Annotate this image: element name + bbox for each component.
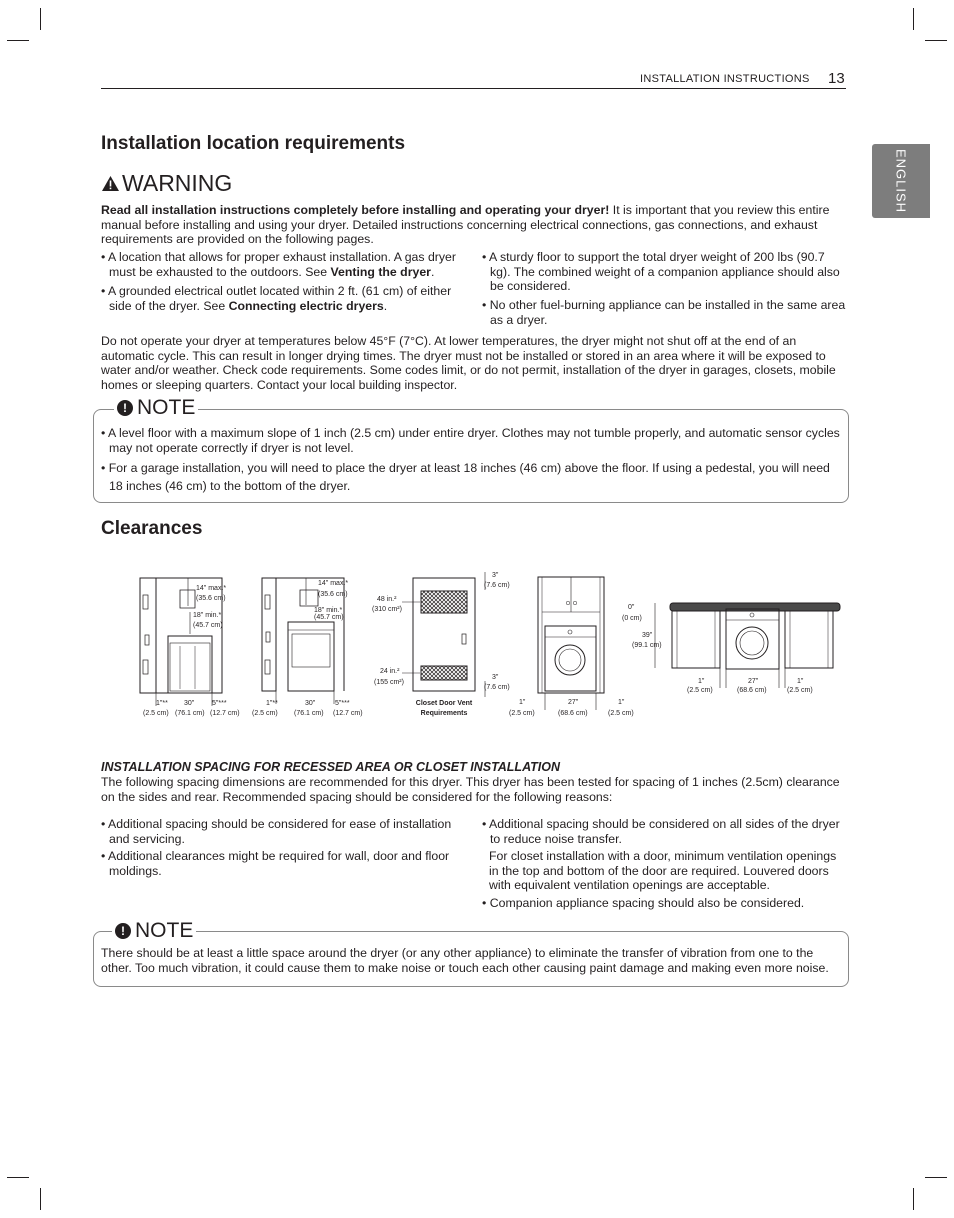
- diagram-closet-door: [402, 572, 485, 697]
- note-label: NOTE: [135, 919, 194, 942]
- exclamation-icon: !: [117, 400, 133, 416]
- crop-mark: [40, 8, 41, 30]
- list-item: • A sturdy floor to support the total dryer weight of 200 lbs (90.7 kg). The combined weight of a companion appliance should also be considered.: [482, 250, 840, 294]
- diagram-closet-front: [538, 577, 604, 710]
- dim-label: (99.1 cm): [632, 642, 662, 649]
- note-label: NOTE: [137, 396, 196, 419]
- dim-label: (310 cm²): [372, 606, 402, 613]
- crop-mark: [913, 1188, 914, 1210]
- diagram-caption: Requirements: [420, 710, 468, 717]
- spacing-paragraph: The following spacing dimensions are recommended for this dryer. This dryer has been tested for spacing of 1 inches (2.5cm) clearance on the sides and rear. Recommended spacing should be considered for the following reasons:: [101, 775, 840, 804]
- dim-label: (2.5 cm): [252, 710, 278, 717]
- list-item: • For a garage installation, you will need to place the dryer at least 18 inches (46 cm) above the floor. If using a pedestal, you will need 18 inches (46 cm) to the bottom of the dryer.: [101, 461, 830, 493]
- clearance-diagram: [0, 560, 954, 725]
- closet-ventilation-text: For closet installation with a door, minimum ventilation openings in the top and bottom of the door are required. Louvered doors with equivalent ventilation openings are acceptable.: [489, 849, 837, 893]
- warning-intro: [101, 203, 836, 247]
- crop-mark: [925, 1177, 947, 1178]
- dim-label: 5"***: [212, 700, 227, 707]
- dim-label: 48 in.²: [377, 596, 397, 603]
- header-rule: [101, 88, 846, 89]
- dim-label: (45.7 cm): [193, 622, 223, 629]
- warning-icon: [101, 175, 120, 192]
- dim-label: (12.7 cm): [333, 710, 363, 717]
- warning-label: WARNING: [122, 170, 233, 196]
- dim-label: (76.1 cm): [175, 710, 205, 717]
- warning-intro-bold: Read all installation instructions completely before installing and operating your dryer!: [101, 203, 610, 217]
- dim-label: 0": [628, 604, 635, 611]
- dim-label: 18" min.*: [314, 607, 343, 614]
- dim-label: 27": [568, 699, 579, 706]
- dim-label: (2.5 cm): [143, 710, 169, 717]
- dim-label: 1": [618, 699, 625, 706]
- dim-label: (68.6 cm): [737, 687, 767, 694]
- note-heading: [112, 919, 196, 943]
- dim-label: (45.7 cm): [314, 614, 344, 621]
- crop-mark: [40, 1188, 41, 1210]
- dim-label: 1"**: [156, 700, 168, 707]
- dim-label: 3": [492, 572, 499, 579]
- list-item: • Additional spacing should be considered for ease of installation and servicing.: [101, 817, 452, 846]
- dim-label: 5"***: [335, 700, 350, 707]
- dim-label: (68.6 cm): [558, 710, 588, 717]
- dim-label: (2.5 cm): [509, 710, 535, 717]
- dim-label: 1": [698, 678, 705, 685]
- section-title-clearances: Clearances: [101, 518, 203, 539]
- crop-mark: [925, 40, 947, 41]
- list-item: • No other fuel-burning appliance can be installed in the same area as a dryer.: [482, 298, 846, 327]
- temperature-paragraph: Do not operate your dryer at temperatures below 45°F (7°C). At lower temperatures, the dryer might not shut off at the end of an automatic cycle. This can result in longer drying times. The dryer must not be installed or stored in an area where it will be exposed to water and/or weather. Check code requirements. Some codes limit, or do not permit, installation of the dryer in garages, closets, mobile homes or sleeping quarters. Contact your local building inspector.: [101, 334, 836, 392]
- note-text: There should be at least a little space around the dryer (or any other appliance) to eliminate the transfer of vibration from one to the other. Too much vibration, it could cause them to make noise or touch each other causing paint damage and making even more noise.: [101, 946, 829, 975]
- dim-label: (35.6 cm): [318, 591, 348, 598]
- diagram-countertop: [655, 603, 840, 688]
- dim-label: 18" min.*: [193, 612, 222, 619]
- language-tab-label: ENGLISH: [893, 148, 909, 214]
- dim-label: 30": [184, 700, 195, 707]
- crop-mark: [913, 8, 914, 30]
- dim-label: 1": [797, 678, 804, 685]
- dim-label: 1": [519, 699, 526, 706]
- list-item: • Additional spacing should be considered on all sides of the dryer to reduce noise transfer.: [482, 817, 840, 846]
- crop-mark: [7, 1177, 29, 1178]
- dim-label: (155 cm²): [374, 679, 404, 686]
- dim-label: (2.5 cm): [687, 687, 713, 694]
- dim-label: (2.5 cm): [608, 710, 634, 717]
- list-item: • A grounded electrical outlet located within 2 ft. (61 cm) of either side of the dryer. See Connecting electric dryers.: [101, 284, 452, 313]
- warning-heading: [101, 170, 232, 197]
- dim-label: 24 in.²: [380, 668, 400, 675]
- list-item: • A location that allows for proper exhaust installation. A gas dryer must be exhausted to the outdoors. See Venting the dryer.: [101, 250, 456, 279]
- list-item: • A level floor with a maximum slope of 1 inch (2.5 cm) under entire dryer. Clothes may not tumble properly, and automatic sensor cycles may not operate correctly if dryer is not level.: [101, 426, 840, 455]
- dim-label: (7.6 cm): [484, 684, 510, 691]
- language-tab: [872, 144, 930, 218]
- dim-label: (12.7 cm): [210, 710, 240, 717]
- dim-label: (7.6 cm): [484, 582, 510, 589]
- dim-label: (35.6 cm): [196, 595, 226, 602]
- list-item: • Companion appliance spacing should also be considered.: [482, 896, 805, 910]
- note-heading: [114, 396, 198, 420]
- dim-label: 14" max.*: [196, 585, 227, 592]
- diagram-caption: Closet Door Vent: [415, 700, 473, 707]
- warning-intro-rest: It is important that you review this entire manual before installing and using your dryer. Detailed instructions concerning electrical connections, gas connections, and exhaust requirements are provided on the following pages.: [101, 203, 830, 247]
- dim-label: 3": [492, 674, 499, 681]
- crop-mark: [7, 40, 29, 41]
- dim-label: 27": [748, 678, 759, 685]
- page-number: 13: [828, 70, 845, 87]
- list-item: • Additional clearances might be required for wall, door and floor moldings.: [101, 849, 450, 878]
- dim-label: 1"**: [266, 700, 278, 707]
- dim-label: (2.5 cm): [787, 687, 813, 694]
- spacing-subheading: INSTALLATION SPACING FOR RECESSED AREA OR CLOSET INSTALLATION: [101, 760, 561, 774]
- running-header: INSTALLATION INSTRUCTIONS: [640, 73, 810, 85]
- dim-label: 14" max.*: [318, 580, 349, 587]
- exclamation-icon: !: [115, 923, 131, 939]
- dim-label: 39": [642, 632, 653, 639]
- dim-label: (0 cm): [622, 615, 642, 622]
- dim-label: (76.1 cm): [294, 710, 324, 717]
- section-title-location: Installation location requirements: [101, 133, 406, 154]
- dim-label: 30": [305, 700, 316, 707]
